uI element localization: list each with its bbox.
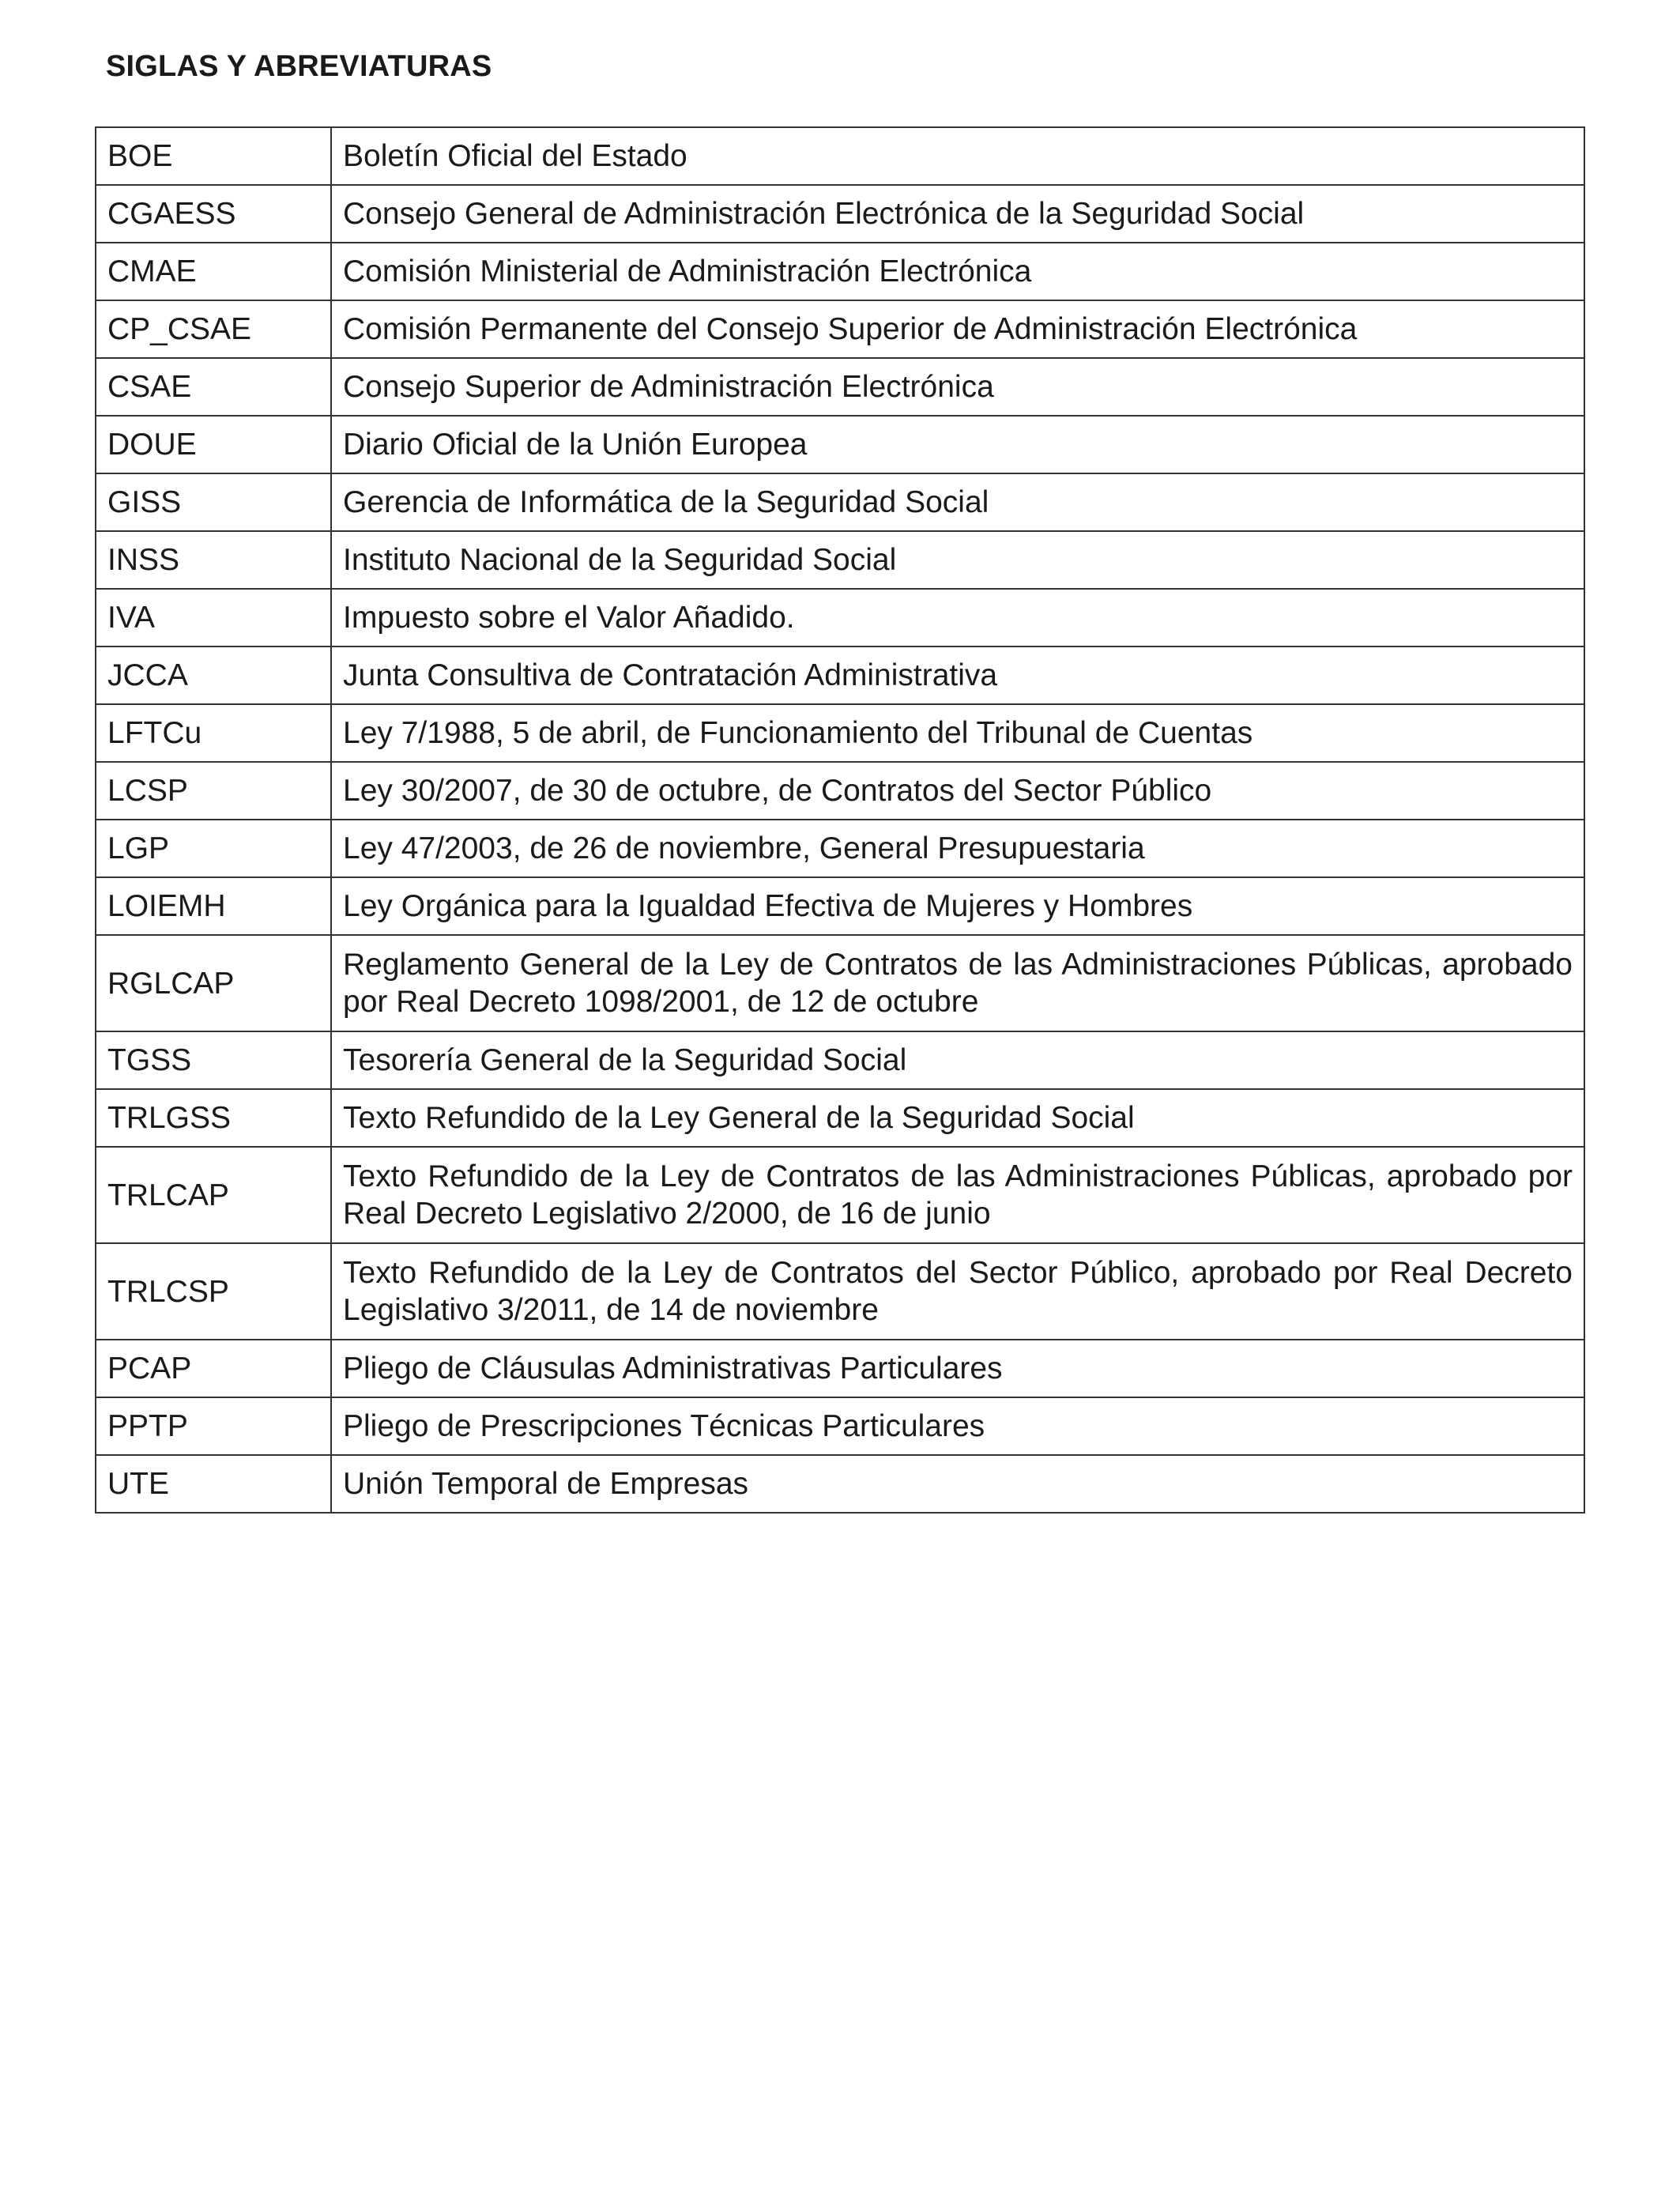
definition-cell: Gerencia de Informática de la Seguridad Social xyxy=(331,473,1584,531)
abbreviation-cell: CGAESS xyxy=(96,185,331,243)
definition-cell: Unión Temporal de Empresas xyxy=(331,1455,1584,1513)
table-row xyxy=(96,243,1584,300)
definition-cell: Pliego de Prescripciones Técnicas Particulares xyxy=(331,1397,1584,1455)
definition-cell: Impuesto sobre el Valor Añadido. xyxy=(331,589,1584,647)
table-row xyxy=(96,1397,1584,1455)
definition-cell: Comisión Permanente del Consejo Superior de Administración Electrónica xyxy=(331,300,1584,358)
definition-cell: Ley Orgánica para la Igualdad Efectiva de Mujeres y Hombres xyxy=(331,877,1584,935)
definition-cell: Instituto Nacional de la Seguridad Social xyxy=(331,531,1584,589)
table-row xyxy=(96,1031,1584,1089)
abbreviation-cell: LFTCu xyxy=(96,704,331,762)
abbreviation-cell: TGSS xyxy=(96,1031,331,1089)
definition-cell: Junta Consultiva de Contratación Administrativa xyxy=(331,647,1584,704)
abbreviation-cell: INSS xyxy=(96,531,331,589)
abbreviations-table xyxy=(95,126,1585,1514)
table-row xyxy=(96,185,1584,243)
definition-cell: Texto Refundido de la Ley de Contratos de las Administraciones Públicas, aprobado por Real Decreto Legislativo 2/2000, de 16 de junio xyxy=(331,1147,1584,1243)
abbreviation-cell: CMAE xyxy=(96,243,331,300)
table-row xyxy=(96,704,1584,762)
table-row xyxy=(96,820,1584,877)
table-row xyxy=(96,1455,1584,1513)
abbreviation-cell: TRLGSS xyxy=(96,1089,331,1147)
table-row xyxy=(96,647,1584,704)
abbreviation-cell: DOUE xyxy=(96,416,331,473)
table-row xyxy=(96,473,1584,531)
table-row xyxy=(96,1147,1584,1243)
abbreviation-cell: RGLCAP xyxy=(96,935,331,1031)
table-row xyxy=(96,589,1584,647)
abbreviation-cell: IVA xyxy=(96,589,331,647)
definition-cell: Ley 7/1988, 5 de abril, de Funcionamiento del Tribunal de Cuentas xyxy=(331,704,1584,762)
definition-cell: Ley 30/2007, de 30 de octubre, de Contratos del Sector Público xyxy=(331,762,1584,820)
definition-cell: Texto Refundido de la Ley General de la Seguridad Social xyxy=(331,1089,1584,1147)
table-row xyxy=(96,1243,1584,1340)
table-row xyxy=(96,1089,1584,1147)
definition-cell: Consejo Superior de Administración Electrónica xyxy=(331,358,1584,416)
abbreviation-cell: TRLCSP xyxy=(96,1243,331,1340)
definition-cell: Texto Refundido de la Ley de Contratos del Sector Público, aprobado por Real Decreto Legislativo 3/2011, de 14 de noviembre xyxy=(331,1243,1584,1340)
definition-cell: Pliego de Cláusulas Administrativas Particulares xyxy=(331,1340,1584,1397)
abbreviation-cell: GISS xyxy=(96,473,331,531)
abbreviation-cell: LCSP xyxy=(96,762,331,820)
definition-cell: Diario Oficial de la Unión Europea xyxy=(331,416,1584,473)
definition-cell: Boletín Oficial del Estado xyxy=(331,127,1584,185)
abbreviation-cell: CP_CSAE xyxy=(96,300,331,358)
abbreviation-cell: CSAE xyxy=(96,358,331,416)
definition-cell: Ley 47/2003, de 26 de noviembre, General Presupuestaria xyxy=(331,820,1584,877)
abbreviation-cell: PPTP xyxy=(96,1397,331,1455)
abbreviation-cell: LGP xyxy=(96,820,331,877)
abbreviation-cell: BOE xyxy=(96,127,331,185)
abbreviation-cell: JCCA xyxy=(96,647,331,704)
table-row xyxy=(96,416,1584,473)
abbreviation-cell: LOIEMH xyxy=(96,877,331,935)
abbreviation-cell: PCAP xyxy=(96,1340,331,1397)
table-row xyxy=(96,762,1584,820)
table-row xyxy=(96,877,1584,935)
definition-cell: Comisión Ministerial de Administración Electrónica xyxy=(331,243,1584,300)
definition-cell: Tesorería General de la Seguridad Social xyxy=(331,1031,1584,1089)
table-row xyxy=(96,1340,1584,1397)
definition-cell: Reglamento General de la Ley de Contratos de las Administraciones Públicas, aprobado por Real Decreto 1098/2001, de 12 de octubre xyxy=(331,935,1584,1031)
definition-cell: Consejo General de Administración Electrónica de la Seguridad Social xyxy=(331,185,1584,243)
table-row xyxy=(96,127,1584,185)
table-row xyxy=(96,358,1584,416)
page-title: SIGLAS Y ABREVIATURAS xyxy=(106,50,492,83)
abbreviation-cell: UTE xyxy=(96,1455,331,1513)
table-row xyxy=(96,531,1584,589)
table-row xyxy=(96,300,1584,358)
table-row xyxy=(96,935,1584,1031)
abbreviation-cell: TRLCAP xyxy=(96,1147,331,1243)
